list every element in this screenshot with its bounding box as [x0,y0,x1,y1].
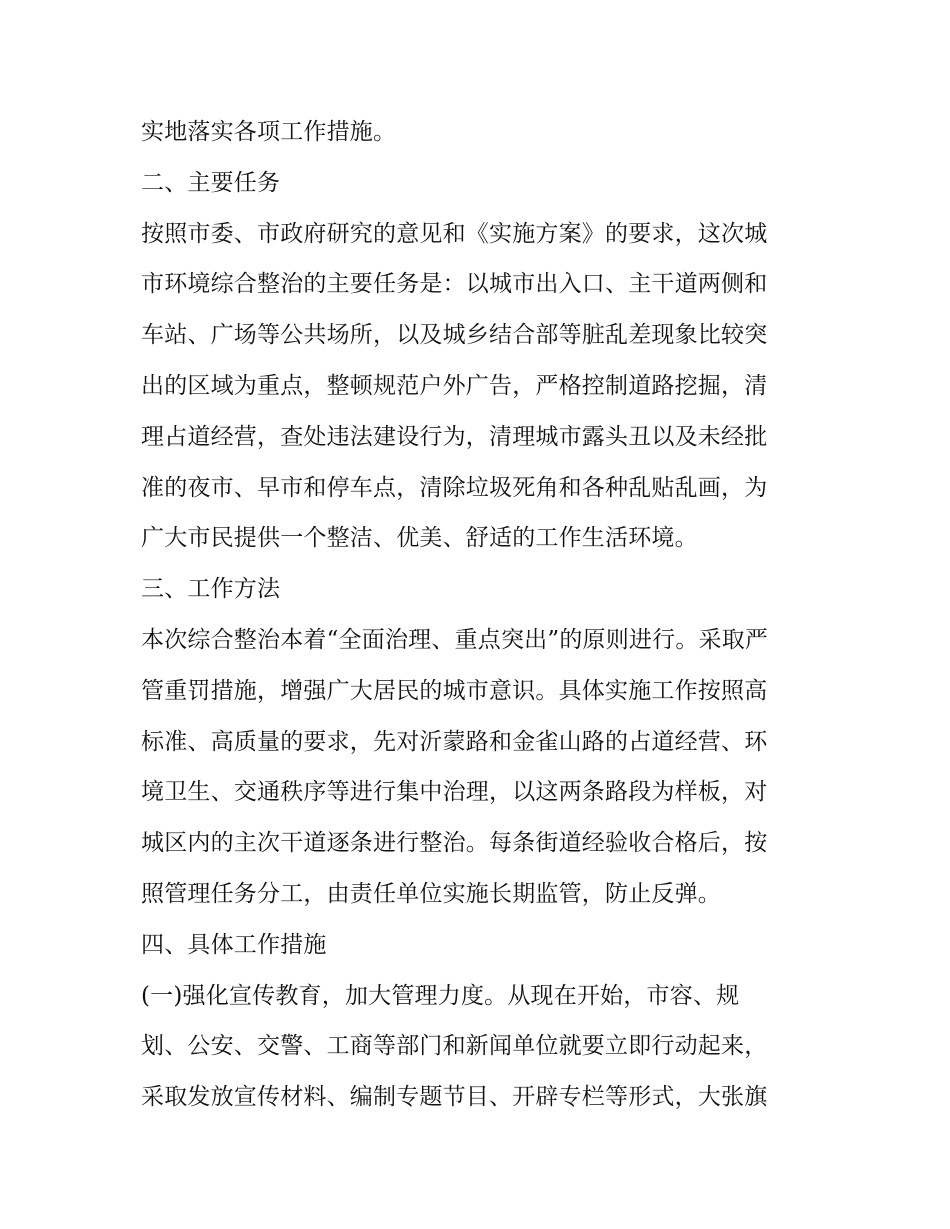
paragraph-line: 采取发放宣传材料、编制专题节目、开辟专栏等形式，大张旗 [141,1084,768,1111]
paragraph-line: 城区内的主次干道逐条进行整治。每条街道经验收合格后，按 [141,830,768,857]
paragraph-line: 广大市民提供一个整洁、优美、舒适的工作生活环境。 [141,525,698,552]
section-heading-specific-measures: 四、具体工作措施 [141,931,327,958]
paragraph-line: 管重罚措施，增强广大居民的城市意识。具体实施工作按照高 [141,677,768,704]
paragraph-line: (一)强化宣传教育，加大管理力度。从现在开始，市容、规 [141,982,740,1009]
paragraph-line: 照管理任务分工，由责任单位实施长期监管，防止反弹。 [141,880,721,907]
paragraph-line: 市环境综合整治的主要任务是：以城市出入口、主干道两侧和 [141,271,768,298]
paragraph-line: 出的区域为重点，整顿规范户外广告，严格控制道路挖掘，清 [141,372,768,399]
section-heading-work-methods: 三、工作方法 [141,576,281,603]
paragraph-line: 理占道经营，查处违法建设行为，清理城市露头丑以及未经批 [141,423,768,450]
paragraph-line: 准的夜市、早市和停车点，清除垃圾死角和各种乱贴乱画，为 [141,474,768,501]
paragraph-line: 划、公安、交警、工商等部门和新闻单位就要立即行动起来， [141,1033,768,1060]
paragraph-line: 实地落实各项工作措施。 [141,119,397,145]
document-body [141,107,831,1123]
paragraph-line: 境卫生、交通秩序等进行集中治理，以这两条路段为样板，对 [141,779,768,806]
paragraph-line: 按照市委、市政府研究的意见和《实施方案》的要求，这次城 [141,220,768,247]
paragraph-line: 标准、高质量的要求，先对沂蒙路和金雀山路的占道经营、环 [141,728,768,755]
paragraph-line: 本次综合整治本着“全面治理、重点突出”的原则进行。采取严 [141,626,769,653]
section-heading-main-tasks: 二、主要任务 [141,169,281,196]
paragraph-line: 车站、广场等公共场所，以及城乡结合部等脏乱差现象比较突 [141,322,768,349]
